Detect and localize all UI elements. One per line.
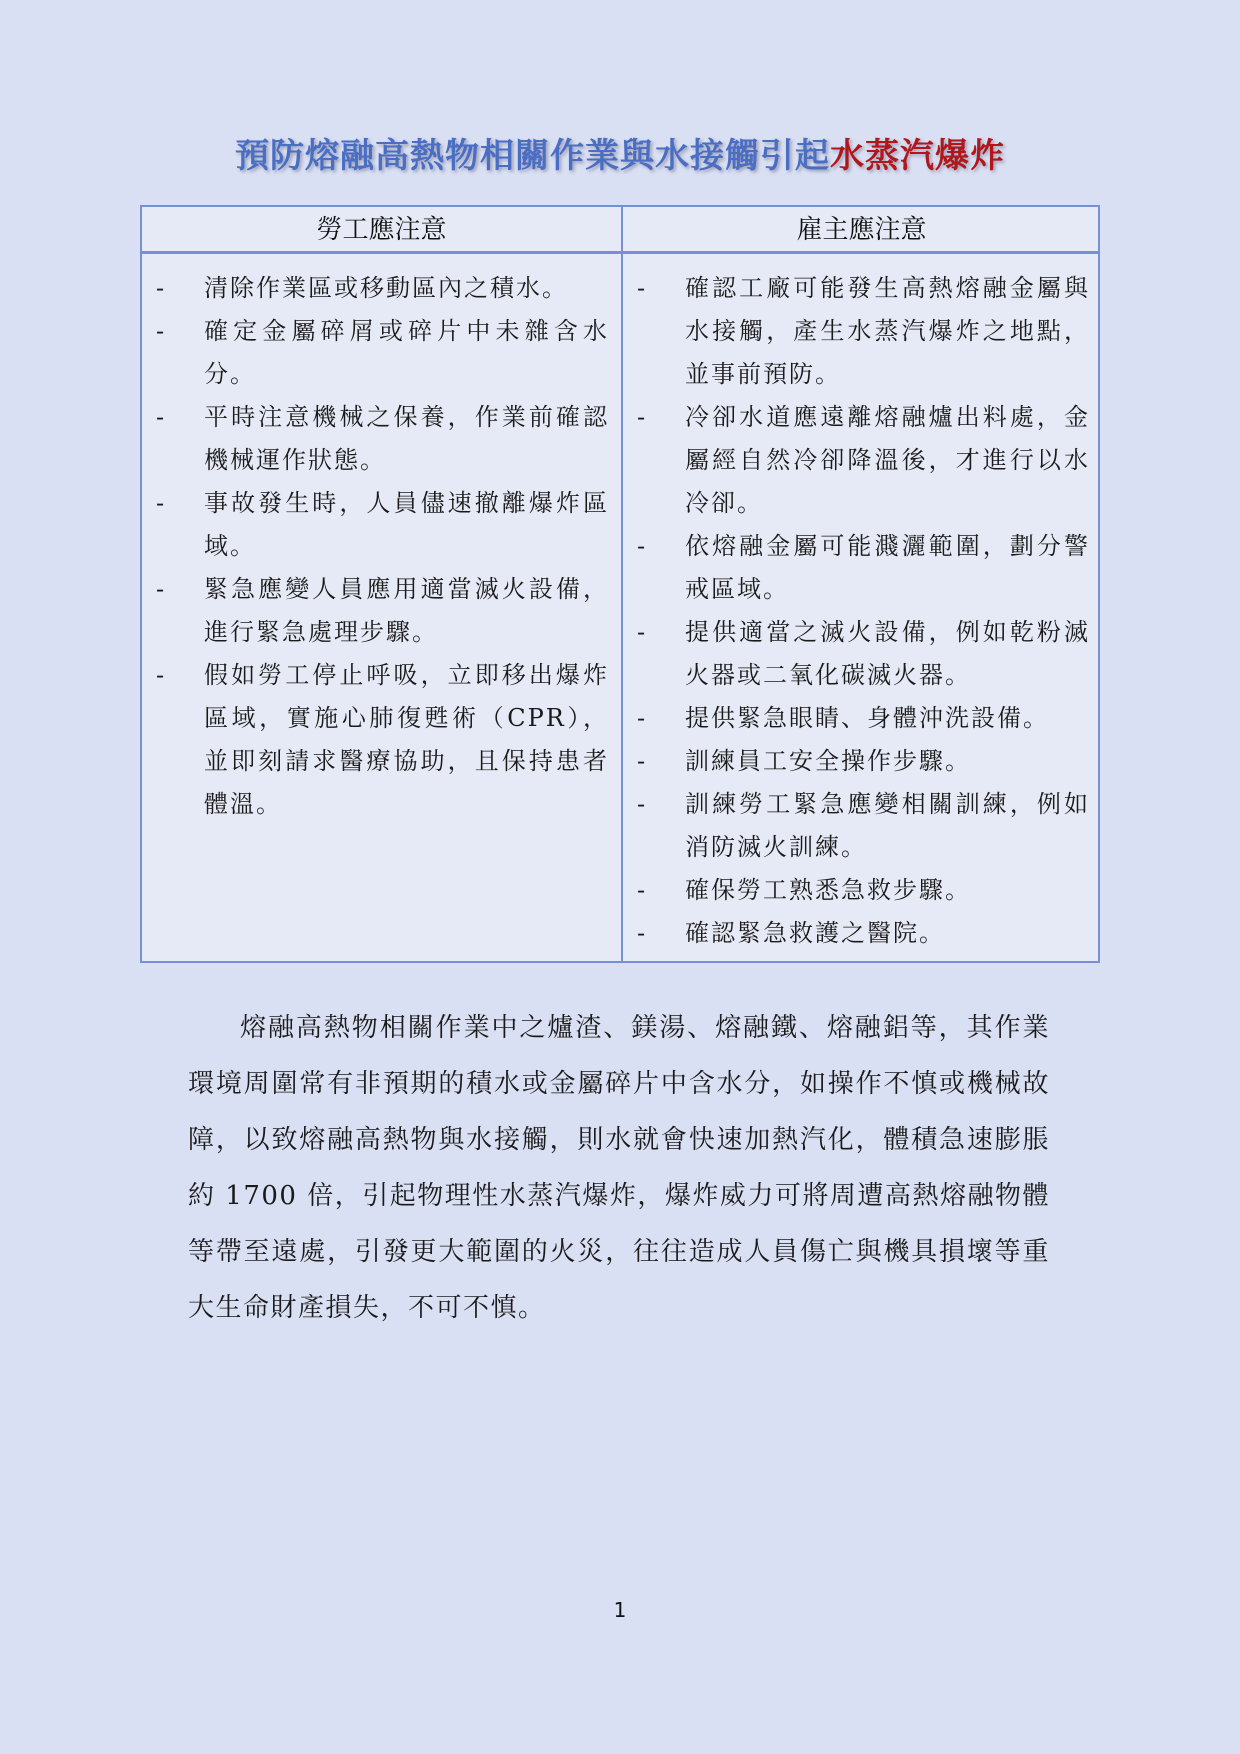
list-bullet: - [637,403,648,431]
employer-precaution-item [635,525,1090,611]
employers-precautions-list [635,267,1090,955]
worker-precaution-item [154,310,609,396]
list-bullet: - [156,274,167,302]
list-bullet: - [637,704,648,732]
list-bullet: - [156,403,167,431]
list-bullet: - [637,274,648,302]
list-bullet: - [637,618,648,646]
list-bullet: - [637,919,648,947]
precautions-table [140,205,1100,963]
list-item-text: 確定金屬碎屑或碎片中未雜含水分。 [204,317,609,388]
title-accent-text: 水蒸汽爆炸 [830,136,1005,176]
title-main-text: 預防熔融高熱物相關作業與水接觸引起 [235,136,830,176]
employer-precaution-item [635,740,1090,783]
worker-precaution-item [154,568,609,654]
list-bullet: - [637,876,648,904]
list-item-text: 冷卻水道應遠離熔融爐出料處，金屬經自然冷卻降溫後，才進行以水冷卻。 [685,403,1090,517]
list-item-text: 訓練勞工緊急應變相關訓練，例如消防滅火訓練。 [685,790,1090,861]
list-bullet: - [637,532,648,560]
list-item-text: 確認緊急救護之醫院。 [685,919,945,947]
header-workers: 勞工應注意 [316,215,447,245]
list-item-text: 提供緊急眼睛、身體沖洗設備。 [685,704,1049,732]
employer-precaution-item [635,267,1090,396]
workers-precautions-list [154,267,609,826]
list-item-text: 依熔融金屬可能濺灑範圍，劃分警戒區域。 [685,532,1090,603]
list-bullet: - [156,489,167,517]
employer-precaution-item [635,912,1090,955]
employer-precaution-item [635,611,1090,697]
list-item-text: 緊急應變人員應用適當滅火設備，進行緊急處理步驟。 [204,575,609,646]
table-header-row [142,207,1098,254]
list-item-text: 訓練員工安全操作步驟。 [685,747,971,775]
header-employers: 雇主應注意 [796,215,927,245]
worker-precaution-item [154,396,609,482]
body-paragraph: 熔融高熱物相關作業中之爐渣、鎂湯、熔融鐵、熔融鋁等，其作業環境周圍常有非預期的積水或金屬碎片中含水分，如操作不慎或機械故障，以致熔融高熱物與水接觸，則水就會快速加熱汽化，體積急速膨脹約 1700 倍，引起物理性水蒸汽爆炸，爆炸威力可將周遭高熱熔融物體等帶至遠處，引發更大範圍的火災，往往造成人員傷亡與機具損壞等重大生命財產損失，不可不慎。 [188,1013,1050,1323]
list-bullet: - [156,317,167,345]
list-bullet: - [156,575,167,603]
worker-precaution-item [154,267,609,310]
list-bullet: - [637,790,648,818]
worker-precaution-item [154,482,609,568]
page-number: 1 [613,1598,627,1622]
employer-precaution-item [635,869,1090,912]
column-divider [621,207,623,961]
list-item-text: 平時注意機械之保養，作業前確認機械運作狀態。 [204,403,609,474]
employer-precaution-item [635,783,1090,869]
document-title [0,128,1240,177]
list-item-text: 清除作業區或移動區內之積水。 [204,274,568,302]
list-item-text: 事故發生時，人員儘速撤離爆炸區域。 [204,489,609,560]
list-item-text: 確保勞工熟悉急救步驟。 [685,876,971,904]
worker-precaution-item [154,654,609,826]
list-item-text: 假如勞工停止呼吸，立即移出爆炸區域，實施心肺復甦術（CPR），並即刻請求醫療協助，且保持患者體溫。 [204,661,609,818]
list-bullet: - [637,747,648,775]
list-bullet: - [156,661,167,689]
list-item-text: 確認工廠可能發生高熱熔融金屬與水接觸，產生水蒸汽爆炸之地點，並事前預防。 [685,274,1090,388]
employer-precaution-item [635,396,1090,525]
employer-precaution-item [635,697,1090,740]
list-item-text: 提供適當之滅火設備，例如乾粉滅火器或二氧化碳滅火器。 [685,618,1090,689]
